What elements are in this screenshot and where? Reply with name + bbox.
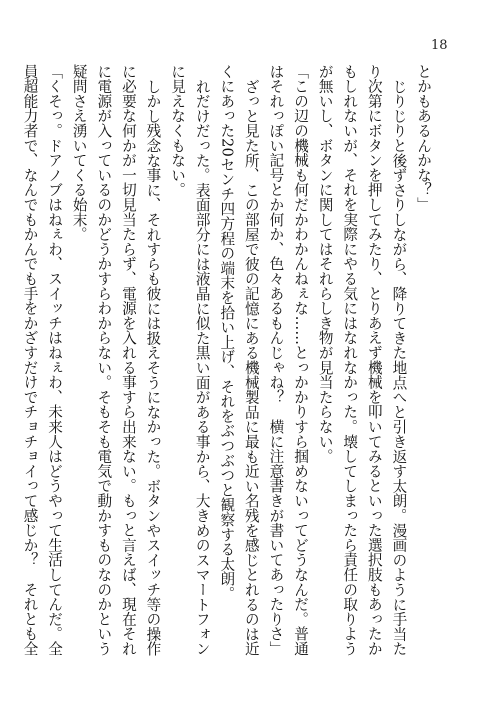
vertical-text-body xyxy=(17,64,435,664)
paragraph-3: 「この辺の機械も何だかわかんねぇな……とっかかりすら掴めないってどうなんだ。普通はそれっぽい記号とか何か、色々あるもんじゃね？ 横に注意書きが書いてあったりさ」 xyxy=(267,64,310,656)
paragraph-2: じりじりと後ずさりしながら、降りてきた地点へと引き返す太朗。漫画のように手当たり次第にボタンを押してみたり、とりあえず機械を叩いてみるといった選択肢もあったかもしれないが、それを実際にやる気にはなれなかった。壊してしまったら責任の取りようが無いし、ボタンに関してはそれらしき物が見当たらない。 xyxy=(316,64,408,656)
paragraph-7: 「くそっ。ドアノブはねぇわ、スイッチはねぇわ、未来人はどうやって生活してんだ。全員超能力者で、なんでもかんでも手をかざすだけでチョチョイって感じか？ それとも全 xyxy=(21,64,64,656)
page-number: 18 xyxy=(431,38,448,53)
paragraph-4: ざっと見た所、この部屋で彼の記憶にある機械製品に最も近い名残を感じとれるのは近くにあった20センチ四方程の端末を拾い上げ、それをぶつぶつと観察する太朗。 xyxy=(218,64,260,656)
paragraph-5: れだけだった。表面部分には液晶に似た黒い面がある事から、大きめのスマートフォンに見えなくもない。 xyxy=(169,64,211,656)
paragraph-6: しかし残念な事に、それすらも彼には扱えそうになかった。ボタンやスイッチ等の操作に必要な何かが一切見当たらず、電源を入れる事すら出来ない。もっと言えば、現在それに電源が入っているのかどうかすらわからない。そもそも電気で動かすものなのかという疑問さえ湧いてくる始末。 xyxy=(70,64,162,656)
paragraph-1: とかもあるんかな？」 xyxy=(415,64,432,212)
